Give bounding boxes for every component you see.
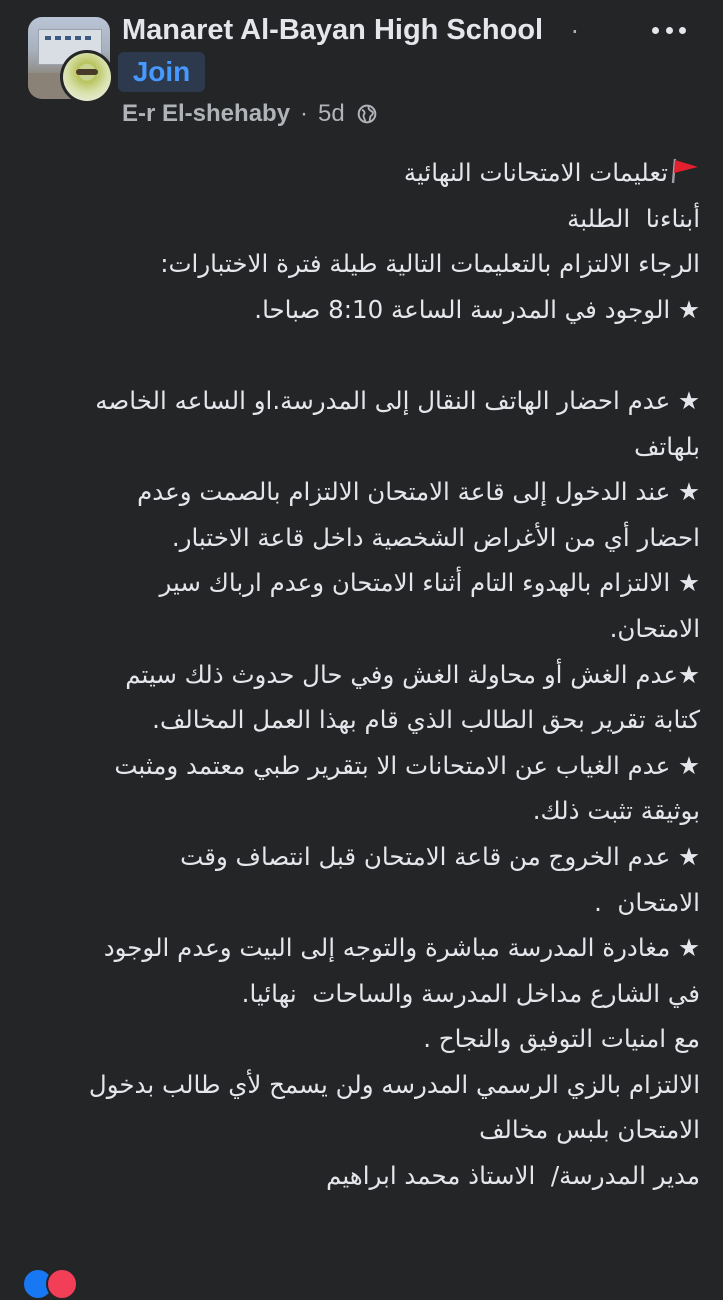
post-header: [0, 0, 723, 140]
reaction-summary[interactable]: [22, 1268, 78, 1300]
post-line: ★ عدم الخروج من قاعة الامتحان قبل انتصاف وقت: [180, 841, 700, 871]
post-title: تعليمات الامتحانات النهائية: [403, 158, 668, 187]
post-line: الامتحان .: [594, 887, 700, 917]
post-line: بوثيقة تثبت ذلك.: [532, 796, 700, 826]
post-line: بلهاتف: [634, 431, 700, 461]
more-dot: [652, 27, 659, 34]
post-line: احضار أي من الأغراض الشخصية داخل قاعة الاختبار.: [171, 522, 700, 552]
post-line: ★عدم الغش أو محاولة الغش وفي حال حدوث ذلك سيتم: [125, 659, 700, 689]
post-meta: [122, 99, 377, 129]
post-signature: مدير المدرسة/ الاستاذ محمد ابراهيم: [326, 1161, 700, 1191]
post-line: ★ الوجود في المدرسة الساعة 8:10 صباحا.: [254, 294, 700, 324]
red-flag-icon: [670, 157, 700, 185]
post-line: ★ الالتزام بالهدوء التام أثناء الامتحان وعدم ارباك سير: [159, 568, 700, 598]
more-dot: [666, 27, 673, 34]
author-avatar-image: [63, 53, 111, 101]
author-name-link[interactable]: E-r El-shehaby: [122, 100, 291, 127]
post-line: أبناءنا الطلبة: [567, 203, 700, 233]
post-line: ★ عدم الغياب عن الامتحانات الا بتقرير طبي معتمد ومثبت: [114, 750, 700, 780]
author-avatar[interactable]: [60, 50, 114, 104]
love-icon: [46, 1268, 78, 1300]
post-text: [24, 150, 700, 1199]
header-separator: ·: [571, 18, 579, 46]
post-line: [24, 150, 700, 196]
post-line: الامتحان بلبس مخالف: [479, 1115, 700, 1145]
post-line: في الشارع مداخل المدرسة والساحات نهائيا.: [241, 978, 700, 1008]
post-line-blank: [24, 332, 700, 378]
post-line: الالتزام بالزي الرسمي المدرسه ولن يسمح لأي طالب بدخول: [88, 1069, 700, 1099]
post-line: مع امنيات التوفيق والنجاح .: [423, 1024, 700, 1054]
more-dot: [679, 27, 686, 34]
join-button[interactable]: Join: [118, 52, 205, 92]
post-line: كتابة تقرير بحق الطالب الذي قام بهذا العمل المخالف.: [152, 705, 700, 735]
post-time[interactable]: 5d: [318, 100, 345, 127]
post-line: الامتحان.: [609, 613, 700, 643]
meta-separator: ·: [300, 100, 309, 127]
globe-icon: [357, 104, 377, 124]
post-line: ★ مغادرة المدرسة مباشرة والتوجه إلى البيت وعدم الوجود: [103, 933, 700, 963]
post-line: الرجاء الالتزام بالتعليمات التالية طيلة فترة الاختبارات:: [160, 249, 700, 279]
group-name-link[interactable]: Manaret Al-Bayan High School: [122, 14, 544, 46]
post-line: ★ عند الدخول إلى قاعة الامتحان الالتزام بالصمت وعدم: [137, 477, 700, 507]
post-line: ★ عدم احضار الهاتف النقال إلى المدرسة.او الساعه الخاصه: [95, 385, 700, 415]
more-horizontal-icon[interactable]: [652, 22, 686, 38]
